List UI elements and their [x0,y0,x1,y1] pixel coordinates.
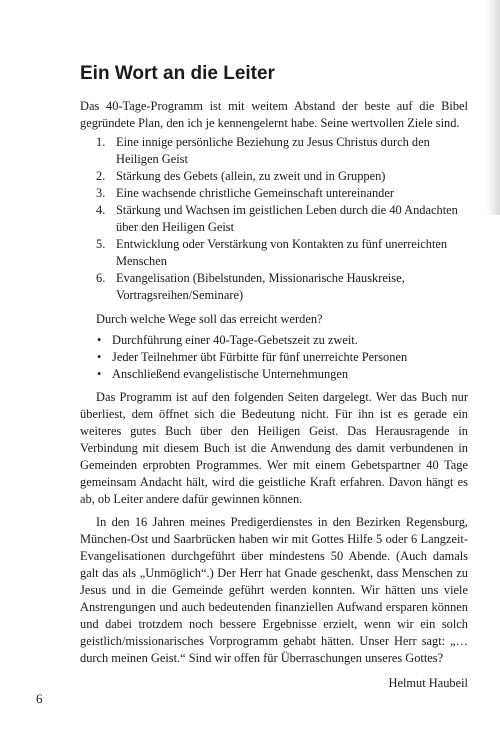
way-text: Durchführung einer 40-Tage-Gebetszeit zu zweit. [112,333,358,347]
intro-paragraph: Das 40-Tage-Programm ist mit weitem Abstand der beste auf die Bibel gegründete Plan, den ich je kennengelernt habe. Seine wertvollen Ziele sind. [80,99,468,130]
goal-item [96,134,468,168]
page-content [80,62,468,692]
ways-list [96,332,468,383]
goal-number: 3. [96,186,106,200]
bullet-icon: • [97,350,102,364]
page-number: 6 [36,691,43,706]
goal-item [96,202,468,236]
goals-list [80,134,468,304]
page-heading: Ein Wort an die Leiter [80,63,275,84]
goal-text: Entwicklung oder Verstärkung von Kontakten zu fünf unerreichten Menschen [116,237,448,268]
bullet-icon: • [97,333,102,347]
way-item [96,349,468,366]
goal-number: 1. [96,135,106,149]
goal-number: 2. [96,169,106,183]
goal-text: Evangelisation (Bibelstunden, Missionarische Hauskreise, Vortragsreihen/Seminare) [116,271,405,302]
way-item [96,366,468,383]
goal-item [96,185,468,202]
goal-number: 4. [96,203,106,217]
way-text: Anschließend evangelistische Unternehmungen [112,367,349,381]
body-paragraph-experience: In den 16 Jahren meines Predigerdienstes in den Bezirken Regensburg, München-Ost und Saarbrücken haben wir mit Gottes Hilfe 5 oder 6 Langzeit-Evangelisationen durchgeführt über mindestens 50 Abende. (Auch damals galt das als „Unmöglich“.) Der Herr hat Gnade geschenkt, dass Menschen zu Jesus und in die Gemeinde geführt werden konnten. Wir hätten uns viele Anstrengungen und auch bedeutenden finanziellen Aufwand ersparen können und dabei trotzdem noch bessere Ergebnisse erzielt, wenn wir ein solch geistlich/missionarisches Vorprogramm gehabt hätten. Unser Herr sagt: „…durch meinen Geist.“ Sind wir offen für Überraschungen unseres Gottes? [80,515,468,665]
goal-item [96,168,468,185]
goal-item [96,270,468,304]
goal-number: 5. [96,237,106,251]
goal-text: Stärkung des Gebets (allein, zu zweit und in Gruppen) [116,169,386,183]
author-signature: Helmut Haubeil [388,676,468,690]
body-paragraph-program: Das Programm ist auf den folgenden Seiten dargelegt. Wer das Buch nur überliest, dem öffnet sich die Bedeutung nicht. Für ihn ist es gerade ein weiteres gutes Buch über den Heiligen Geist. Das Herausragende in Verbindung mit diesem Buch ist die Anwendung des damit verbundenen in Gemeinden erprobten Programmes. Wer mit einem Gebetspartner 40 Tage gemeinsam Andacht hält, wird die geistliche Kraft erfahren. Davon hängt es ab, ob Leiter andere dafür gewinnen können. [80,390,468,506]
way-item [96,332,468,349]
goal-text: Eine wachsende christliche Gemeinschaft untereinander [116,186,394,200]
question-line: Durch welche Wege soll das erreicht werden? [96,312,323,326]
bullet-icon: • [97,367,102,381]
goal-text: Stärkung und Wachsen im geistlichen Leben durch die 40 Andachten über den Heiligen Geist [116,203,458,234]
goal-number: 6. [96,271,106,285]
way-text: Jeder Teilnehmer übt Fürbitte für fünf unerreichte Personen [112,350,408,364]
goal-item [96,236,468,270]
goal-text: Eine innige persönliche Beziehung zu Jesus Christus durch den Heiligen Geist [116,135,430,166]
page-edge-shadow [486,0,500,215]
